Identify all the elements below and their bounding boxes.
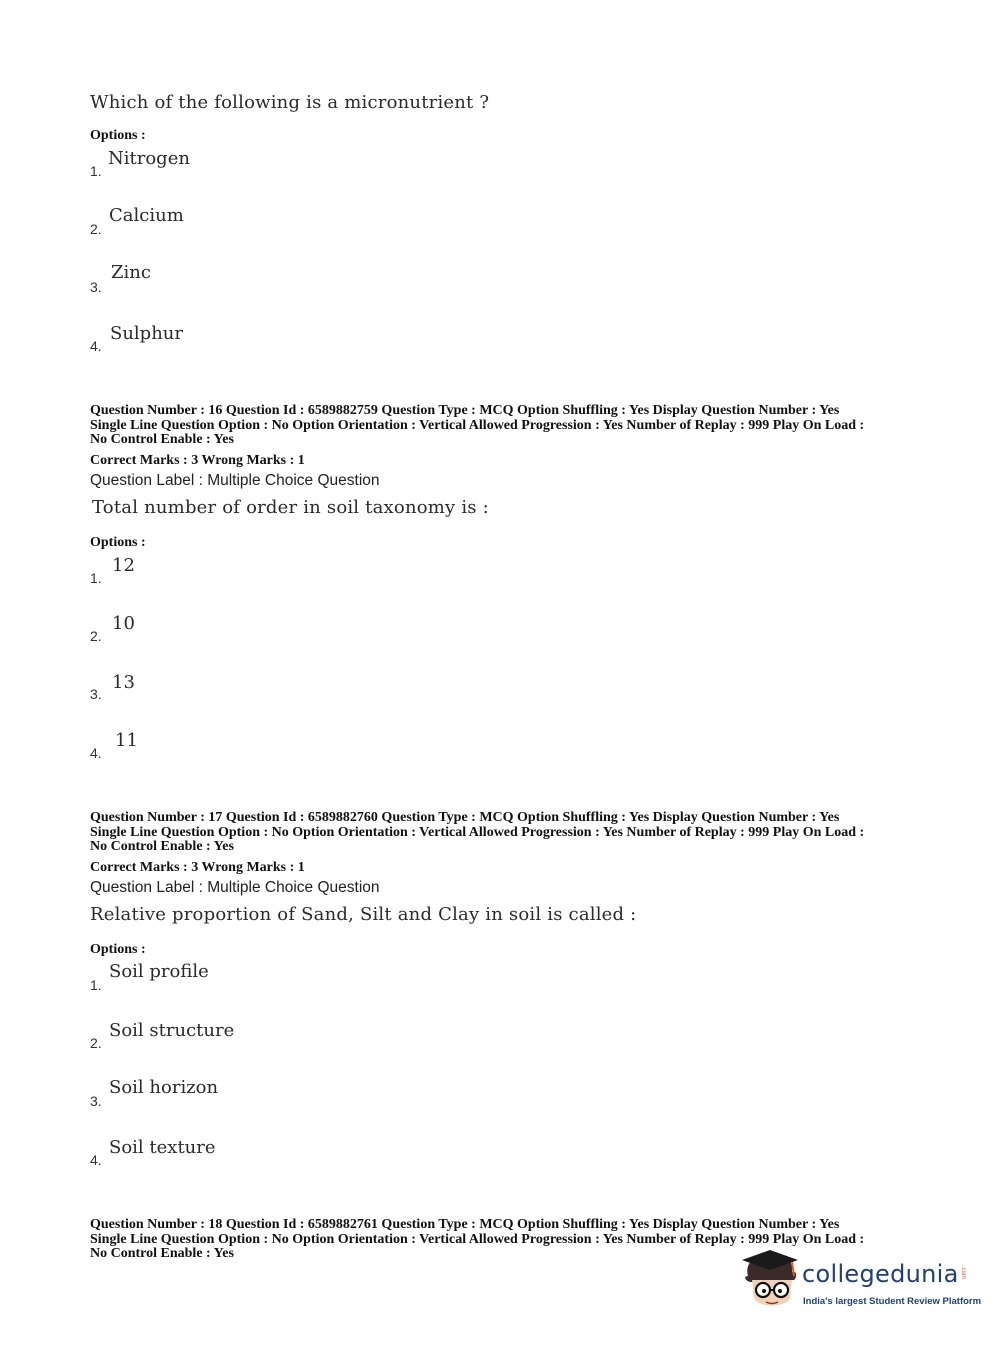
option-number: 4. (90, 1152, 102, 1168)
option-text: Soil texture (109, 1137, 216, 1158)
mascot-icon (740, 1250, 802, 1316)
option-text: 12 (112, 555, 135, 576)
options-label: Options : (90, 535, 146, 550)
option-text: Calcium (109, 205, 184, 226)
option-text: Zinc (111, 262, 151, 283)
option-number: 3. (90, 279, 102, 295)
meta-line: No Control Enable : Yes (90, 839, 234, 854)
option-number: 4. (90, 338, 102, 354)
meta-line: Question Number : 16 Question Id : 6589882759 Question Type : MCQ Option Shuffling : Yes Display Question Number : Yes (90, 403, 840, 418)
marks-info: Correct Marks : 3 Wrong Marks : 1 (90, 860, 305, 875)
logo-suffix: .com (960, 1266, 966, 1280)
option-number: 2. (90, 628, 102, 644)
option-text: 11 (115, 730, 138, 751)
options-label: Options : (90, 128, 146, 143)
option-text: Soil horizon (109, 1077, 219, 1098)
option-text: 13 (112, 672, 135, 693)
marks-info: Correct Marks : 3 Wrong Marks : 1 (90, 453, 305, 468)
meta-line: Single Line Question Option : No Option Orientation : Vertical Allowed Progression : Yes Number of Replay : 999 Play On Load : (90, 1231, 865, 1247)
option-number: 1. (90, 570, 102, 586)
option-text: Nitrogen (108, 148, 190, 169)
option-text: Sulphur (110, 323, 183, 344)
meta-line: No Control Enable : Yes (90, 432, 234, 447)
logo-wordmark: collegedunia (802, 1260, 959, 1288)
question-label: Question Label : Multiple Choice Question (90, 472, 380, 489)
option-text: Soil profile (109, 961, 209, 982)
option-text: 10 (112, 613, 135, 634)
options-label: Options : (90, 942, 146, 957)
question-label: Question Label : Multiple Choice Question (90, 879, 380, 896)
meta-line: Question Number : 18 Question Id : 6589882761 Question Type : MCQ Option Shuffling : Yes Display Question Number : Yes (90, 1217, 840, 1232)
meta-line: No Control Enable : Yes (90, 1246, 234, 1261)
collegedunia-logo (740, 1248, 980, 1320)
logo-tagline: India's largest Student Review Platform (803, 1296, 982, 1307)
option-number: 3. (90, 1093, 102, 1109)
question-meta (90, 404, 864, 448)
question-meta (90, 811, 864, 855)
option-text: Soil structure (109, 1020, 235, 1041)
option-number: 1. (90, 163, 102, 179)
meta-line: Single Line Question Option : No Option Orientation : Vertical Allowed Progression : Yes Number of Replay : 999 Play On Load : (90, 824, 865, 840)
option-number: 2. (90, 1035, 102, 1051)
option-number: 3. (90, 686, 102, 702)
question-text: Which of the following is a micronutrient ? (90, 92, 490, 113)
meta-line: Single Line Question Option : No Option Orientation : Vertical Allowed Progression : Yes Number of Replay : 999 Play On Load : (90, 417, 865, 433)
question-text: Relative proportion of Sand, Silt and Clay in soil is called : (90, 904, 637, 925)
option-number: 2. (90, 221, 102, 237)
meta-line: Question Number : 17 Question Id : 6589882760 Question Type : MCQ Option Shuffling : Yes Display Question Number : Yes (90, 810, 840, 825)
option-number: 1. (90, 977, 102, 993)
question-text: Total number of order in soil taxonomy is : (92, 497, 489, 518)
option-number: 4. (90, 745, 102, 761)
